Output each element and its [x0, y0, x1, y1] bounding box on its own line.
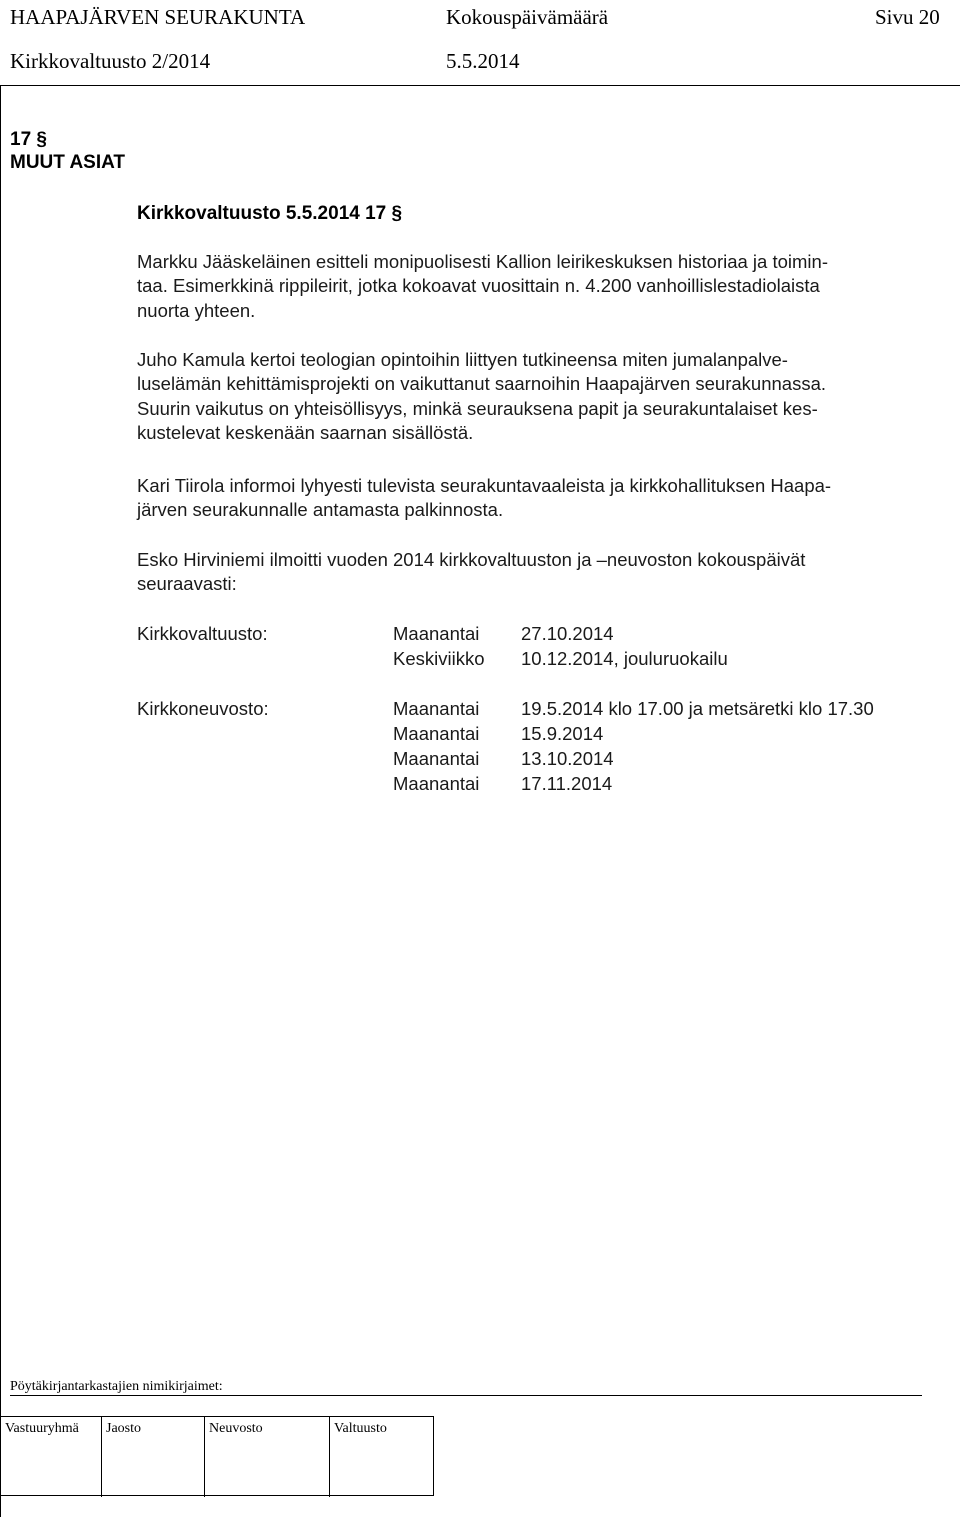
schedule-day: Maanantai [393, 723, 480, 744]
paragraph-line: nuorta yhteen. [137, 299, 256, 321]
paragraph-line: Suurin vaikutus on yhteisöllisyys, minkä seurauksena papit ja seurakuntalaiset kes- [137, 397, 818, 419]
schedule-date: 27.10.2014 [521, 623, 614, 644]
schedule-date: 10.12.2014, jouluruokailu [521, 648, 728, 669]
paragraph-line: järven seurakunnalle antamasta palkinnosta. [137, 499, 504, 521]
approval-cell-neuvosto: Neuvosto [205, 1417, 330, 1497]
header-page-number: Sivu 20 [875, 5, 940, 29]
schedule-day: Maanantai [393, 773, 480, 794]
paragraph-line: Esko Hirviniemi ilmoitti vuoden 2014 kirkkovaltuuston ja –neuvoston kokouspäivät [137, 549, 806, 570]
schedule-body-label: Kirkkoneuvosto: [137, 698, 269, 719]
paragraph-kokouspaivat [137, 548, 937, 597]
header-meeting: Kirkkovaltuusto 2/2014 [10, 49, 211, 73]
paragraph-saarnat [137, 348, 937, 445]
schedule-day: Keskiviikko [393, 648, 485, 669]
schedule-day: Maanantai [393, 698, 480, 719]
schedule-date: 17.11.2014 [521, 773, 613, 794]
approval-cell-vastuuryhma: Vastuuryhmä [1, 1417, 102, 1497]
paragraph-vaalit [137, 474, 937, 523]
paragraph-line: luselämän kehittämisprojekti on vaikuttanut saarnoihin Haapajärven seurakunnassa. [137, 373, 827, 395]
schedule-date: 13.10.2014 [521, 748, 614, 769]
header-organization: HAAPAJÄRVEN SEURAKUNTA [10, 5, 306, 29]
paragraph-line: Kari Tiirola informoi lyhyesti tulevista seurakuntavaaleista ja kirkkohallituksen Haapa- [137, 475, 832, 496]
signatures-label: Pöytäkirjantarkastajien nimikirjaimet: [10, 1379, 223, 1394]
section-title: MUUT ASIAT [10, 152, 126, 173]
approval-table [0, 1416, 434, 1496]
schedule-day: Maanantai [393, 623, 480, 644]
schedule-date: 15.9.2014 [521, 723, 604, 744]
header-date-label: Kokouspäivämäärä [446, 5, 609, 29]
paragraph-line: Markku Jääskeläinen esitteli monipuolisesti Kallion leirikeskuksen historiaa ja toimin- [137, 251, 828, 272]
paragraph-line: taa. Esimerkkinä rippileirit, jotka kokoavat vuosittain n. 4.200 vanhoillislestadiolaista [137, 275, 820, 297]
paragraph-line: kustelevat keskenään saarnan sisällöstä. [137, 421, 474, 443]
header-meeting-date: 5.5.2014 [446, 49, 520, 73]
left-margin-line [0, 85, 1, 1517]
header-divider [0, 85, 960, 86]
paragraph-line: Juho Kamula kertoi teologian opintoihin liittyen tutkineensa miten jumalanpalve- [137, 349, 788, 370]
approval-cell-jaosto: Jaosto [102, 1417, 205, 1497]
approval-cell-valtuusto: Valtuusto [334, 1421, 387, 1436]
schedule-day: Maanantai [393, 748, 480, 769]
schedule-body-label: Kirkkovaltuusto: [137, 623, 268, 644]
paragraph-leirikeskus [137, 250, 937, 323]
paragraph-line: seuraavasti: [137, 573, 237, 595]
section-number: 17 § [10, 129, 47, 150]
signatures-line [10, 1395, 922, 1396]
meeting-reference: Kirkkovaltuusto 5.5.2014 17 § [137, 203, 403, 224]
schedule-date: 19.5.2014 klo 17.00 ja metsäretki klo 17.30 [521, 698, 874, 719]
